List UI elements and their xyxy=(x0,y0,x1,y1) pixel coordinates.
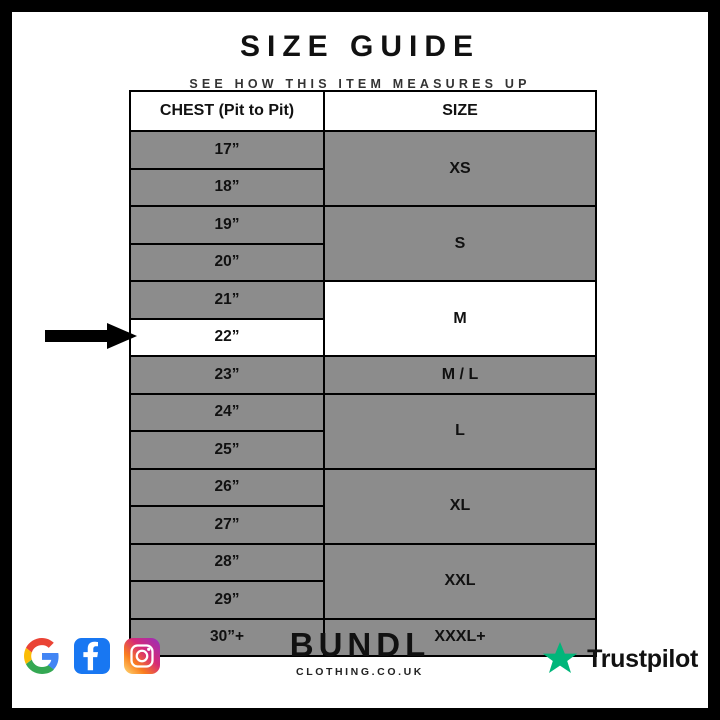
chest-measurement-cell: 19” xyxy=(130,206,324,244)
table-row xyxy=(130,131,596,169)
column-header-size: SIZE xyxy=(324,91,596,131)
size-table xyxy=(129,90,597,657)
chest-measurement-cell: 20” xyxy=(130,244,324,282)
size-label-cell: L xyxy=(324,394,596,469)
size-label-cell: XS xyxy=(324,131,596,206)
table-row xyxy=(130,206,596,244)
chest-measurement-cell: 22” xyxy=(130,319,324,357)
trustpilot-badge[interactable] xyxy=(541,640,698,678)
column-header-chest: CHEST (Pit to Pit) xyxy=(130,91,324,131)
table-row xyxy=(130,544,596,582)
table-row xyxy=(130,356,596,394)
size-label-cell: S xyxy=(324,206,596,281)
instagram-icon[interactable] xyxy=(124,638,160,674)
brand-name: BUNDL xyxy=(289,626,431,663)
chest-measurement-cell: 25” xyxy=(130,431,324,469)
google-icon[interactable] xyxy=(24,638,60,674)
brand-website: CLOTHING.CO.UK xyxy=(296,666,424,678)
size-indicator-arrow xyxy=(45,323,137,349)
chest-measurement-cell: 24” xyxy=(130,394,324,432)
size-label-cell: XL xyxy=(324,469,596,544)
chest-measurement-cell: 17” xyxy=(130,131,324,169)
chest-measurement-cell: 30”+ xyxy=(130,619,324,657)
size-label-cell: M xyxy=(324,281,596,356)
size-label-cell: M / L xyxy=(324,356,596,394)
trustpilot-label: Trustpilot xyxy=(587,644,698,673)
table-header-row xyxy=(130,91,596,131)
table-row xyxy=(130,394,596,432)
chest-measurement-cell: 21” xyxy=(130,281,324,319)
trustpilot-star-icon xyxy=(541,640,579,678)
chest-measurement-cell: 18” xyxy=(130,169,324,207)
page-title: SIZE GUIDE xyxy=(239,30,481,63)
size-table-container xyxy=(129,90,591,657)
footer xyxy=(12,624,708,694)
table-row xyxy=(130,469,596,507)
size-guide-sheet xyxy=(12,12,708,708)
chest-measurement-cell: 27” xyxy=(130,506,324,544)
social-links xyxy=(24,638,160,674)
chest-measurement-cell: 29” xyxy=(130,581,324,619)
size-table-body xyxy=(130,91,596,656)
size-label-cell: XXXL+ xyxy=(324,619,596,657)
facebook-icon[interactable] xyxy=(74,638,110,674)
chest-measurement-cell: 26” xyxy=(130,469,324,507)
table-row xyxy=(130,281,596,319)
chest-measurement-cell: 28” xyxy=(130,544,324,582)
chest-measurement-cell: 23” xyxy=(130,356,324,394)
size-label-cell: XXL xyxy=(324,544,596,619)
page-subtitle: SEE HOW THIS ITEM MEASURES UP xyxy=(189,77,531,91)
brand-logo xyxy=(290,628,430,678)
